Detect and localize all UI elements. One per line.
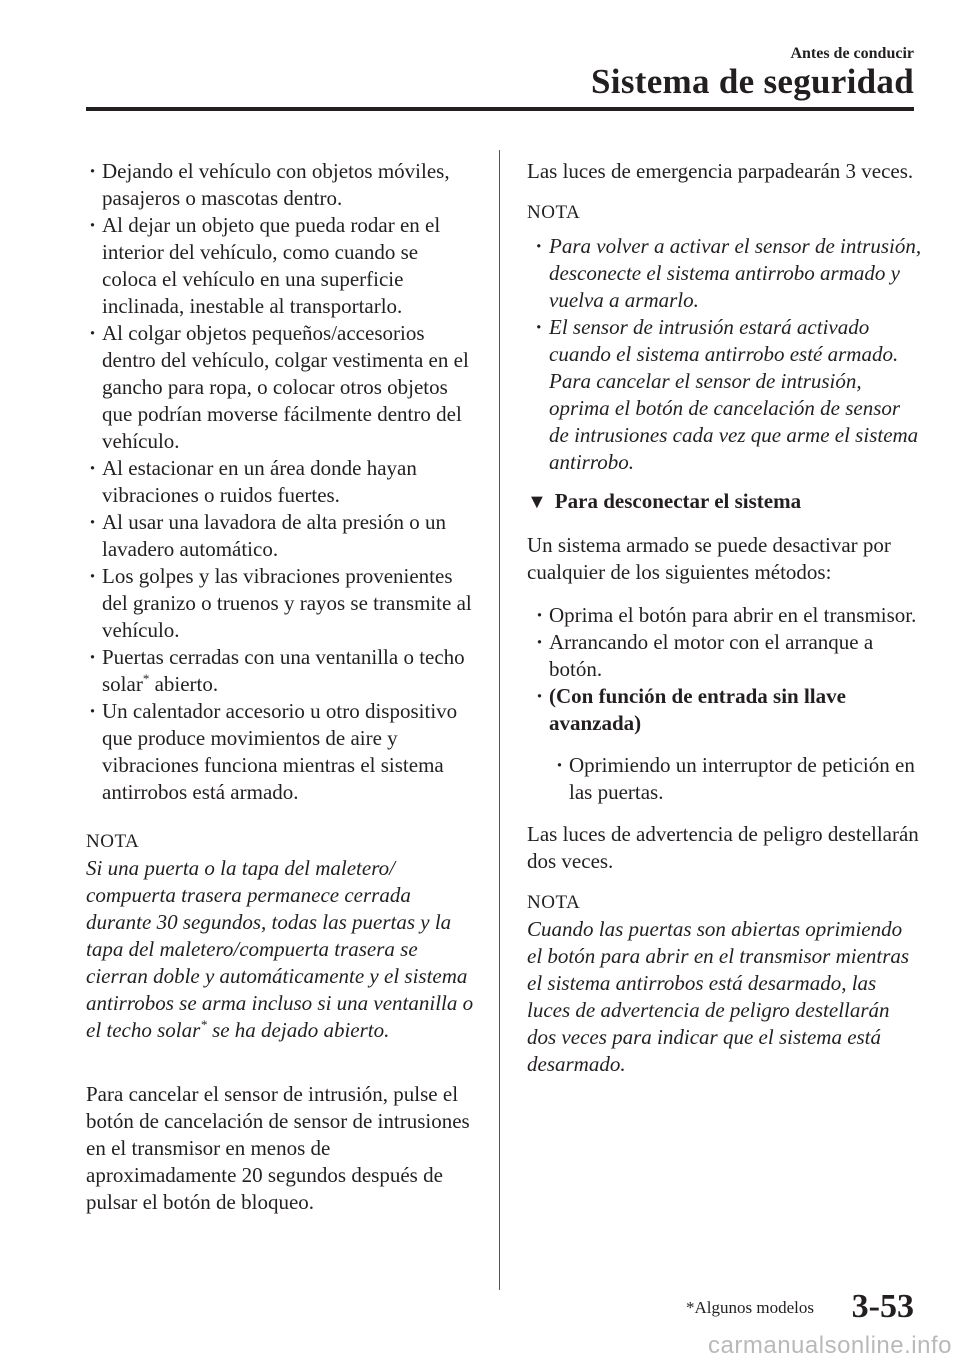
section-heading [527,488,922,516]
list-item [86,644,476,698]
footnote: *Algunos modelos [686,1298,814,1317]
methods-list [533,602,922,737]
warning-lights-paragraph: Las luces de advertencia de peligro destellarán dos veces. [527,822,919,873]
left-bullet-list [86,158,476,806]
right-column [527,158,922,1078]
list-item: · Un calentador accesorio u otro dispositivo que produce movimientos de aire y vibraciones funciona mientras el sistema antirrobos está armado. [86,698,476,806]
list-item: · (Con función de entrada sin llave avanzada) [533,683,922,737]
list-item: · Al usar una lavadora de alta presión o un lavadero automático. [86,509,476,563]
section-intro: Un sistema armado se puede desactivar por cualquier de los siguientes métodos: [527,533,891,584]
list-item: · Al dejar un objeto que pueda rodar en el interior del vehículo, como cuando se coloca el vehículo en una superficie inclinada, inestable al transportarlo. [86,212,476,320]
list-item: · Dejando el vehículo con objetos móviles, pasajeros o mascotas dentro. [86,158,476,212]
watermark: carmanualsonline.info [708,1332,952,1359]
note-bullet-list [533,233,922,476]
list-item: · Al estacionar en un área donde hayan vibraciones o ruidos fuertes. [86,455,476,509]
header-rule [86,107,914,111]
list-item: · Arrancando el motor con el arranque a botón. [533,629,922,683]
list-item: · Oprima el botón para abrir en el transmisor. [533,602,922,629]
section-heading-text: Para desconectar el sistema [554,489,802,513]
list-item: · Los golpes y las vibraciones provenientes del granizo o truenos y rayos se transmite al vehículo. [86,563,476,644]
list-item: · Para volver a activar el sensor de intrusión, desconecte el sistema antirrobo armado y vuelva a armarlo. [533,233,922,314]
note-label: NOTA [527,202,581,223]
note-text-part: se ha dejado abierto. [206,1018,390,1042]
left-column [86,158,476,1216]
footnote-marker: * [200,1017,207,1032]
note-text-part: Si una puerta o la tapa del maletero/ compuerta trasera permanece cerrada durante 30 segundos, todas las puertas y la tapa del maletero/compuerta trasera se cierran doble y automáticamente y el sistema antirrobos se arma incluso si una ventanilla o el techo solar [86,856,474,1042]
cancel-sensor-paragraph: Para cancelar el sensor de intrusión, pulse el botón de cancelación de sensor de intrusiones en el transmisor en menos de aproximadamente 20 segundos después de pulsar el botón de bloqueo. [86,1082,470,1214]
note-text [86,855,476,1044]
note-label: NOTA [86,831,140,852]
list-item-text: abierto. [149,672,219,696]
column-divider [499,150,500,1290]
page-number: 3-53 [851,1288,914,1325]
footnote-marker: * [142,671,150,686]
note-label: NOTA [527,892,581,913]
list-item: · Al colgar objetos pequeños/accesorios dentro del vehículo, colgar vestimenta en el gancho para ropa, o colocar otros objetos que podrían moverse fácilmente dentro del vehículo. [86,320,476,455]
sub-methods-list [553,752,922,806]
emergency-lights-paragraph: Las luces de emergencia parpadearán 3 veces. [527,159,914,183]
note-text: Cuando las puertas son abiertas oprimiendo el botón para abrir en el transmisor mientras el sistema antirrobos está desarmado, las luces de advertencia de peligro destellarán dos veces para indicar que el sistema está desarmado. [527,917,910,1076]
list-item: · El sensor de intrusión estará activado cuando el sistema antirrobo esté armado. Para cancelar el sensor de intrusión, oprima el botón de cancelación de sensor de intrusiones cada vez que arme el sistema antirrobo. [533,314,922,476]
page-title: Sistema de seguridad [591,62,914,101]
list-item: · Oprimiendo un interruptor de petición en las puertas. [553,752,922,806]
list-item-text: Puertas cerradas con una ventanilla o techo solar [102,645,465,696]
header-section-label: Antes de conducir [790,45,914,62]
triangle-down-icon: ▼ [527,491,547,513]
